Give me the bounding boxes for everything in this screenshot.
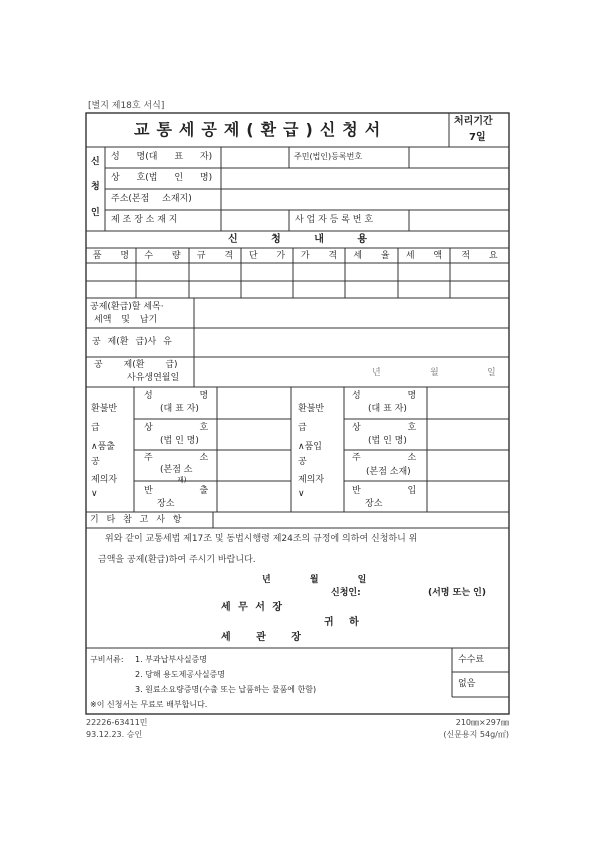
applicant-label-3: 인 bbox=[91, 208, 100, 218]
receiver-label-4: 공 bbox=[298, 457, 307, 467]
receiver-name-sub: (대 표 자) bbox=[368, 404, 407, 414]
receiver-place-field[interactable] bbox=[428, 482, 508, 511]
name-field[interactable] bbox=[222, 150, 288, 166]
form-number: 22226-63411민 bbox=[86, 718, 148, 727]
approval-date: 93.12.23. 승인 bbox=[86, 730, 143, 739]
receiver-address-label: 주 소 bbox=[352, 453, 417, 463]
shipper-place-field[interactable] bbox=[218, 482, 290, 511]
col-unit-price: 단 가 bbox=[248, 251, 286, 261]
company-field[interactable] bbox=[222, 171, 508, 187]
signature-note: (서명 또는 인) bbox=[428, 588, 486, 598]
paper-type: (신문용지 54g/㎡) bbox=[443, 730, 509, 739]
free-distribution-note: ※이 신청서는 무료로 배부합니다. bbox=[90, 700, 208, 709]
receiver-company-sub: (법 인 명) bbox=[368, 436, 407, 446]
receiver-label-5: 제의자 bbox=[298, 475, 325, 485]
shipper-address-sub2: 재) bbox=[177, 476, 187, 484]
receiver-place-sub: 장소 bbox=[365, 499, 383, 509]
table-row[interactable] bbox=[87, 282, 508, 297]
processing-period-label: 처리기간 bbox=[454, 116, 493, 127]
tax-office-label: 세 무 서 장 bbox=[221, 602, 283, 613]
tax-item-label-2: 세액 및 납기 bbox=[94, 315, 158, 325]
col-tax-amount: 세 액 bbox=[405, 251, 443, 261]
business-number-field[interactable] bbox=[410, 213, 508, 229]
col-quantity: 수 량 bbox=[144, 251, 181, 261]
business-number-label: 사 업 자 등 록 번 호 bbox=[295, 215, 374, 225]
id-number-label: 주민(법인)등록번호 bbox=[294, 152, 363, 161]
col-item-name: 품 명 bbox=[92, 251, 130, 261]
address-label: 주소(본점 소재지) bbox=[111, 194, 192, 204]
receiver-company-label: 상 호 bbox=[352, 423, 417, 433]
receiver-label-2: 급 bbox=[298, 423, 307, 433]
col-price: 가 격 bbox=[300, 251, 338, 261]
col-spec: 규 격 bbox=[196, 251, 234, 261]
applicant-label-2: 청 bbox=[91, 182, 100, 192]
receiver-label-3: ∧품입 bbox=[298, 442, 322, 452]
shipper-address-field[interactable] bbox=[218, 451, 290, 480]
request-header: 신 청 내 용 bbox=[227, 234, 368, 245]
col-tax-rate: 세 율 bbox=[353, 251, 390, 261]
customs-office-label: 세 관 장 bbox=[221, 632, 301, 643]
factory-location-label: 제 조 장 소 재 지 bbox=[111, 215, 178, 225]
shipper-company-label: 상 호 bbox=[144, 423, 209, 433]
form-reference: [별지 제18호 서식] bbox=[88, 101, 165, 111]
shipper-company-field[interactable] bbox=[218, 420, 290, 449]
shipper-company-sub: (법 인 명) bbox=[160, 436, 199, 446]
company-label: 상 호(법 인 명) bbox=[111, 173, 213, 183]
receiver-company-field[interactable] bbox=[428, 420, 508, 449]
fee-value: 없음 bbox=[458, 679, 476, 689]
shipper-address-sub: (본점 소 bbox=[160, 465, 193, 475]
attachment-item-3: 3. 원료소요량증명(수출 또는 납품하는 물품에 한함) bbox=[135, 685, 317, 694]
shipper-address-label: 주 소 bbox=[144, 453, 209, 463]
receiver-name-label: 성 명 bbox=[352, 391, 417, 401]
misc-field[interactable] bbox=[214, 513, 508, 527]
declaration-line-2: 금액을 공제(환급)하여 주시기 바랍니다. bbox=[98, 555, 256, 565]
shipper-label-3: ∧품출 bbox=[91, 442, 115, 452]
processing-period-value: 7일 bbox=[469, 132, 486, 143]
shipper-label-6: ∨ bbox=[91, 489, 98, 499]
receiver-place-label: 반 입 bbox=[352, 486, 417, 496]
form-title: 교통세공제(환급)신청서 bbox=[134, 120, 388, 139]
applicant-sign-label: 신청인: bbox=[331, 588, 361, 598]
date-label-1: 공 제(환 급) bbox=[94, 360, 178, 370]
misc-label: 기 타 참 고 사 항 bbox=[90, 515, 182, 525]
address-field[interactable] bbox=[222, 192, 508, 208]
date-month-unit: 월 bbox=[430, 368, 439, 378]
shipper-name-field[interactable] bbox=[218, 388, 290, 418]
date-label-2: 사유생연월일 bbox=[127, 373, 180, 383]
declaration-date: 년 월 일 bbox=[262, 575, 367, 585]
applicant-label-1: 신 bbox=[91, 157, 100, 167]
shipper-label-4: 공 bbox=[91, 457, 100, 467]
shipper-name-sub: (대 표 자) bbox=[160, 404, 199, 414]
receiver-label-1: 환불반 bbox=[298, 404, 325, 414]
attachments-label: 구비서류: bbox=[90, 655, 124, 664]
receiver-address-sub: (본점 소재) bbox=[366, 467, 411, 477]
receiver-name-field[interactable] bbox=[428, 388, 508, 418]
factory-location-field[interactable] bbox=[222, 213, 288, 229]
date-field[interactable] bbox=[195, 358, 365, 386]
table-row[interactable] bbox=[87, 264, 508, 280]
name-label: 성 명(대 표 자) bbox=[111, 152, 213, 162]
shipper-label-1: 환불반 bbox=[91, 404, 118, 414]
date-day-unit: 일 bbox=[487, 368, 496, 378]
shipper-name-label: 성 명 bbox=[144, 391, 209, 401]
receiver-address-field[interactable] bbox=[428, 451, 508, 480]
tax-item-field[interactable] bbox=[195, 299, 508, 327]
receiver-label-6: ∨ bbox=[298, 489, 305, 499]
shipper-label-2: 급 bbox=[91, 423, 100, 433]
declaration-line-1: 위와 같이 교통세법 제17조 및 동법시행령 제24조의 규정에 의하여 신청하니 위 bbox=[105, 534, 418, 544]
shipper-place-label: 반 출 bbox=[144, 486, 209, 496]
reason-label: 공 제(환 급)사 유 bbox=[92, 337, 172, 347]
shipper-label-5: 제의자 bbox=[91, 475, 118, 485]
shipper-place-sub: 장소 bbox=[157, 499, 175, 509]
reason-field[interactable] bbox=[195, 329, 508, 356]
col-remarks: 적 요 bbox=[461, 251, 498, 261]
tax-item-label-1: 공제(환급)할 세목· bbox=[90, 302, 164, 312]
paper-size: 210㎜×297㎜ bbox=[455, 718, 509, 727]
attachment-item-1: 1. 부과납부사실증명 bbox=[135, 655, 207, 664]
honorific-label: 귀 하 bbox=[324, 617, 359, 628]
attachment-item-2: 2. 당해 용도제공사실증명 bbox=[135, 670, 225, 679]
id-number-field[interactable] bbox=[410, 150, 508, 166]
applicant-sign-field[interactable] bbox=[370, 586, 424, 600]
fee-label: 수수료 bbox=[458, 655, 485, 665]
date-year-unit: 년 bbox=[372, 368, 381, 378]
